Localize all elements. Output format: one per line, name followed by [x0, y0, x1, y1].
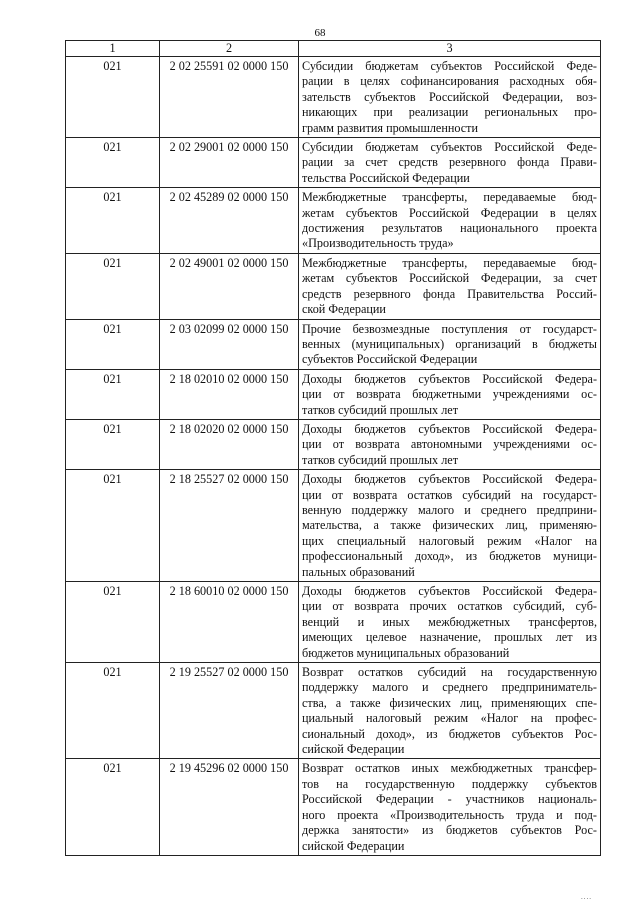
description-line: рации в целях софинансирования расходных обя- — [302, 74, 597, 89]
description-line: татков субсидий прошлых лет — [302, 452, 459, 467]
description-line: имеющих целевое назначение, прошлых лет из — [302, 630, 597, 645]
description-line: сийской Федерации — [302, 838, 405, 853]
budget-code-cell: 2 02 25591 02 0000 150 — [160, 57, 299, 138]
admin-code-cell: 021 — [66, 759, 160, 855]
budget-code-cell: 2 19 25527 02 0000 150 — [160, 663, 299, 759]
description-line: ции от возврата бюджетными учреждениями ос- — [302, 387, 597, 402]
description-line: субъектов Российской Федерации — [302, 352, 478, 367]
description-line: жетам субъектов Российской Федерации, за счет — [302, 271, 597, 286]
table-row — [66, 582, 601, 663]
table-row — [66, 470, 601, 582]
table-row — [66, 759, 601, 855]
page-number: 68 — [314, 27, 326, 39]
description-line: татков субсидий прошлых лет — [302, 402, 459, 417]
column-header: 2 — [160, 41, 299, 57]
budget-code-table — [65, 40, 601, 856]
admin-code-cell: 021 — [66, 582, 160, 663]
description-line: ской Федерации — [302, 302, 386, 317]
description-cell — [299, 582, 601, 663]
description-cell — [299, 253, 601, 319]
description-line: мательства, а также физических лиц, применяю- — [302, 518, 597, 533]
admin-code-cell: 021 — [66, 663, 160, 759]
description-line: тельства Российской Федерации — [302, 170, 470, 185]
table-header-row — [66, 41, 601, 57]
description-line: ции от возврата прочих остатков субсидий, суб- — [302, 599, 597, 614]
description-line: ного проекта «Производительность труда и под- — [302, 807, 597, 822]
description-line: ции от возврата остатков субсидий на государст- — [302, 487, 597, 502]
description-line: средств резервного фонда Правительства Россий- — [302, 286, 597, 301]
description-line: Доходы бюджетов субъектов Российской Федера- — [302, 421, 597, 436]
description-line: Субсидии бюджетам субъектов Российской Феде- — [302, 140, 597, 155]
description-line: «Производительность труда» — [302, 236, 454, 251]
budget-code-cell: 2 18 02020 02 0000 150 — [160, 419, 299, 469]
admin-code-cell: 021 — [66, 138, 160, 188]
description-cell — [299, 369, 601, 419]
table-row — [66, 253, 601, 319]
table-row — [66, 419, 601, 469]
description-line: профессиональный доход», из бюджетов муници- — [302, 549, 597, 564]
description-cell — [299, 759, 601, 855]
description-line: достижения результатов национального проекта — [302, 221, 597, 236]
description-line: Субсидии бюджетам субъектов Российской Феде- — [302, 59, 597, 73]
budget-code-cell: 2 03 02099 02 0000 150 — [160, 319, 299, 369]
description-line: венных (муниципальных) организаций в бюджеты — [302, 336, 597, 351]
description-cell — [299, 138, 601, 188]
admin-code-cell: 021 — [66, 470, 160, 582]
description-line: Доходы бюджетов субъектов Российской Федера- — [302, 584, 597, 598]
description-line: Межбюджетные трансферты, передаваемые бюд- — [302, 255, 597, 270]
budget-code-cell: 2 18 60010 02 0000 150 — [160, 582, 299, 663]
description-line: сиональный доход», из бюджетов субъектов Рос- — [302, 726, 597, 741]
table-row — [66, 188, 601, 254]
column-header: 3 — [299, 41, 601, 57]
description-line: бюджетов муниципальных образований — [302, 645, 510, 660]
description-line: Прочие безвозмездные поступления от государст- — [302, 321, 597, 336]
admin-code-cell: 021 — [66, 369, 160, 419]
description-line: циальный налоговый режим «Налог на профес- — [302, 711, 597, 726]
budget-code-cell: 2 02 29001 02 0000 150 — [160, 138, 299, 188]
table-row — [66, 369, 601, 419]
description-line: Российской Федерации - участников националь- — [302, 792, 597, 807]
description-line: щих специальный налоговый режим «Налог на — [302, 533, 597, 548]
description-line: Межбюджетные трансферты, передаваемые бюд- — [302, 190, 597, 205]
table-row — [66, 319, 601, 369]
description-line: венций и иных межбюджетных трансфертов, — [302, 614, 597, 629]
budget-code-cell: 2 18 25527 02 0000 150 — [160, 470, 299, 582]
scan-mark: .... — [581, 893, 592, 901]
description-cell — [299, 319, 601, 369]
description-line: Возврат остатков субсидий на государственную — [302, 665, 597, 680]
budget-code-cell: 2 18 02010 02 0000 150 — [160, 369, 299, 419]
description-line: держка занятости» из бюджетов субъектов Рос- — [302, 823, 597, 838]
description-line: венную поддержку малого и среднего предприни- — [302, 502, 597, 517]
description-line: сийской Федерации — [302, 742, 405, 757]
admin-code-cell: 021 — [66, 253, 160, 319]
description-cell — [299, 57, 601, 138]
description-line: поддержку малого и среднего предприниматель- — [302, 680, 597, 695]
budget-code-cell: 2 19 45296 02 0000 150 — [160, 759, 299, 855]
description-line: ции от возврата автономными учреждениями ос- — [302, 437, 597, 452]
description-cell — [299, 470, 601, 582]
description-line: рации за счет средств резервного фонда Прави- — [302, 155, 597, 170]
description-line: Возврат остатков иных межбюджетных трансфер- — [302, 761, 597, 776]
description-line: тов на государственную поддержку субъектов — [302, 776, 597, 791]
table-row — [66, 57, 601, 138]
admin-code-cell: 021 — [66, 319, 160, 369]
table-row — [66, 138, 601, 188]
description-line: никающих при реализации региональных про- — [302, 105, 597, 120]
admin-code-cell: 021 — [66, 419, 160, 469]
table-row — [66, 663, 601, 759]
description-line: ства, а также физических лиц, применяющих спе- — [302, 695, 597, 710]
column-header: 1 — [66, 41, 160, 57]
admin-code-cell: 021 — [66, 188, 160, 254]
description-cell — [299, 663, 601, 759]
description-line: Доходы бюджетов субъектов Российской Федера- — [302, 472, 597, 487]
description-cell — [299, 419, 601, 469]
description-line: пальных образований — [302, 564, 415, 579]
description-line: грамм развития промышленности — [302, 120, 479, 135]
description-cell — [299, 188, 601, 254]
admin-code-cell: 021 — [66, 57, 160, 138]
description-line: жетам субъектов Российской Федерации в целях — [302, 205, 597, 220]
budget-code-cell: 2 02 49001 02 0000 150 — [160, 253, 299, 319]
budget-code-cell: 2 02 45289 02 0000 150 — [160, 188, 299, 254]
description-line: Доходы бюджетов субъектов Российской Федера- — [302, 371, 597, 386]
description-line: зательств субъектов Российской Федерации, воз- — [302, 89, 597, 104]
